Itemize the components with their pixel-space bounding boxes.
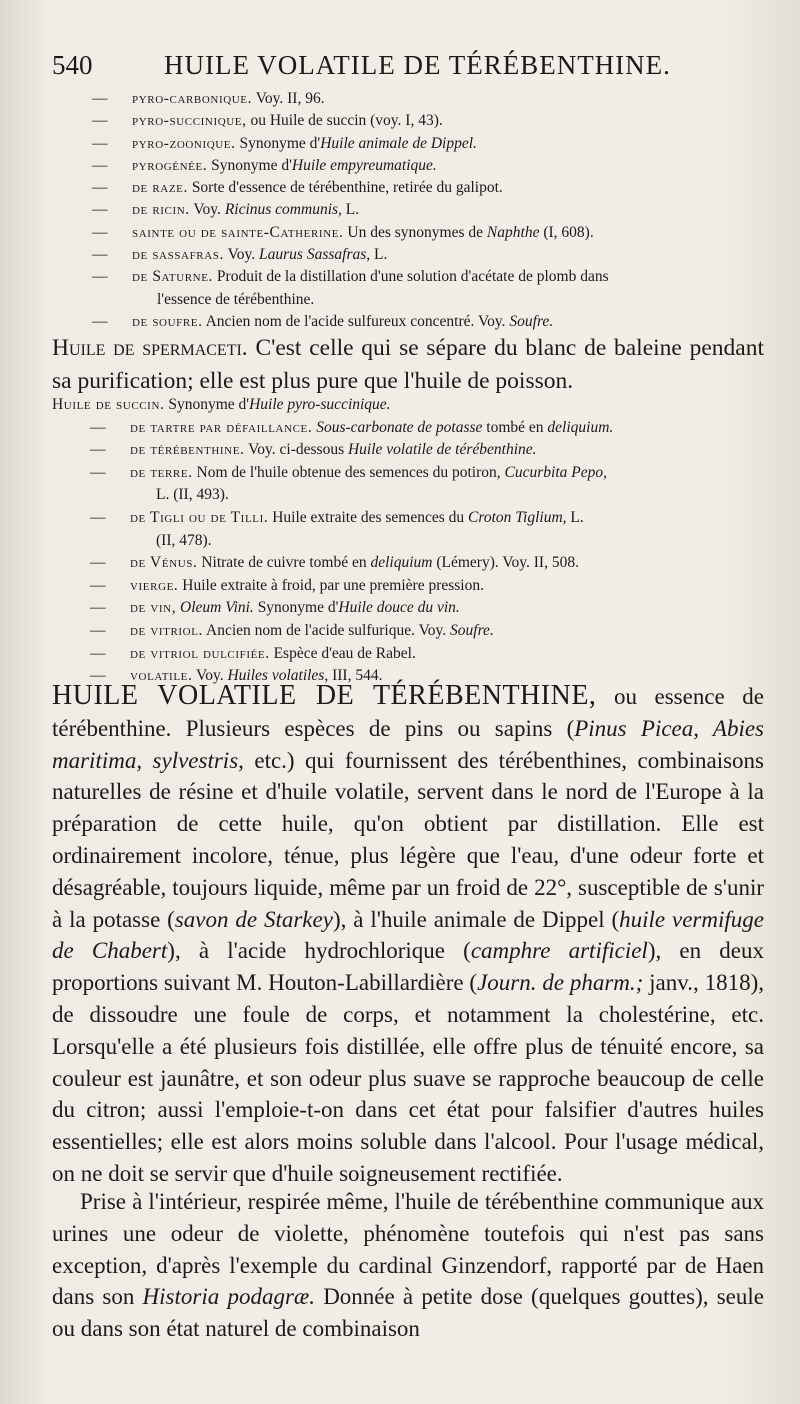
list-item: — de vitriol dulcifiée. Espèce d'eau de Rabel. xyxy=(90,644,416,662)
list-item: — pyro-succinique, ou Huile de succin (voy. I, 43). xyxy=(92,112,443,130)
list-item: — de terre. Nom de l'huile obtenue des semences du potiron, Cucurbita Pepo, xyxy=(90,463,607,481)
list-item: — de soufre. Ancien nom de l'acide sulfureux concentré. Voy. Soufre. xyxy=(92,312,554,330)
main-article-paragraph-1: HUILE VOLATILE DE TÉRÉBENTHINE, ou essence de térébenthine. Plusieurs espèces de pins ou sapins (Pinus Picea, Abies maritima, sylvestris, etc.) qui fournissent des térébenthines, combinaisons naturelles de résine et d'huile volatile, servent dans le nord de l'Europe à la préparation de cette huile, qu'on obtient par distillation. Elle est ordinairement incolore, ténue, plus légère que l'eau, d'une odeur forte et désagréable, toujours liquide, même par un froid de 22°, susceptible de s'unir à la potasse (savon de Starkey), à l'huile animale de Dippel (huile vermifuge de Chabert), à l'acide hydrochlorique (camphre artificiel), en deux proportions suivant M. Houton-Labillardière (Journ. de pharm.; janv., 1818), de dissoudre une foule de corps, et notamment la cholestérine, etc. Lorsqu'elle a été plusieurs fois distillée, elle offre plus de ténuité encore, sa couleur est jaunâtre, et son odeur plus suave se rapproche beaucoup de celle du citron; aussi l'emploie-t-on dans cet état pour falsifier d'autres huiles essentielles; elle est alors moins soluble dans l'alcool. Pour l'usage médical, on ne doit se servir que d'huile soigneusement rectifiée. xyxy=(52,680,764,1186)
list-item: — vierge. Huile extraite à froid, par une première pression. xyxy=(90,576,484,594)
page-header xyxy=(52,48,772,86)
list-item: — de tartre par défaillance. Sous-carbonate de potasse tombé en deliquium. xyxy=(90,418,614,436)
article-title: HUILE VOLATILE DE TÉRÉBENTHINE, xyxy=(52,680,597,711)
list-item: — de sassafras. Voy. Laurus Sassafras, L. xyxy=(92,246,388,264)
list-item: — pyro-zoonique. Synonyme d'Huile animale de Dippel. xyxy=(92,134,477,152)
list-item: — volatile. Voy. Huiles volatiles, III, 544. xyxy=(90,667,383,685)
running-head: HUILE VOLATILE DE TÉRÉBENTHINE. xyxy=(164,50,671,80)
list-item: — de vitriol. Ancien nom de l'acide sulfurique. Voy. Soufre. xyxy=(90,621,494,639)
list-item: — pyrogénée. Synonyme d'Huile empyreumatique. xyxy=(92,156,437,174)
list-item: — de Vénus. Nitrate de cuivre tombé en deliquium (Lémery). Voy. II, 508. xyxy=(90,554,579,572)
spermaceti-paragraph: Huile de spermaceti. C'est celle qui se sépare du blanc de baleine pendant sa purification; elle est plus pure que l'huile de poisson. xyxy=(52,335,764,394)
entry-list-top xyxy=(52,88,762,333)
list-item: — de Tigli ou de Tilli. Huile extraite des semences du Croton Tiglium, L. xyxy=(90,508,584,526)
list-heading: Huile de succin. Synonyme d'Huile pyro-succinique. xyxy=(52,396,391,413)
list-item: — de ricin. Voy. Ricinus communis, L. xyxy=(92,201,360,219)
list-item: — sainte ou de sainte-Catherine. Un des synonymes de Naphthe (I, 608). xyxy=(92,223,594,241)
list-item-continuation: L. (II, 493). xyxy=(156,486,229,504)
list-item: — pyro-carbonique. Voy. II, 96. xyxy=(92,90,325,107)
list-item-continuation: (II, 478). xyxy=(156,531,212,549)
entry-list-middle xyxy=(52,394,772,688)
list-item: — de térébenthine. Voy. ci-dessous Huile volatile de térébenthine. xyxy=(90,441,537,459)
main-article-paragraph-2: Prise à l'intérieur, respirée même, l'huile de térébenthine communique aux urines une odeur de violette, phénomène toutefois qui n'est pas sans exception, d'après l'exemple du cardinal Ginzendorf, rapporté par de Haen dans son Historia podagræ. Donnée à petite dose (quelques gouttes), seule ou dans son état naturel de combinaison xyxy=(52,1189,764,1342)
page-number: 540 xyxy=(52,50,93,80)
list-item-continuation: l'essence de térébenthine. xyxy=(157,290,315,308)
list-item: — de raze. Sorte d'essence de térébenthine, retirée du galipot. xyxy=(92,179,503,197)
list-item: — de vin, Oleum Vini. Synonyme d'Huile douce du vin. xyxy=(90,599,460,617)
list-item: — de Saturne. Produit de la distillation d'une solution d'acétate de plomb dans xyxy=(92,268,609,286)
